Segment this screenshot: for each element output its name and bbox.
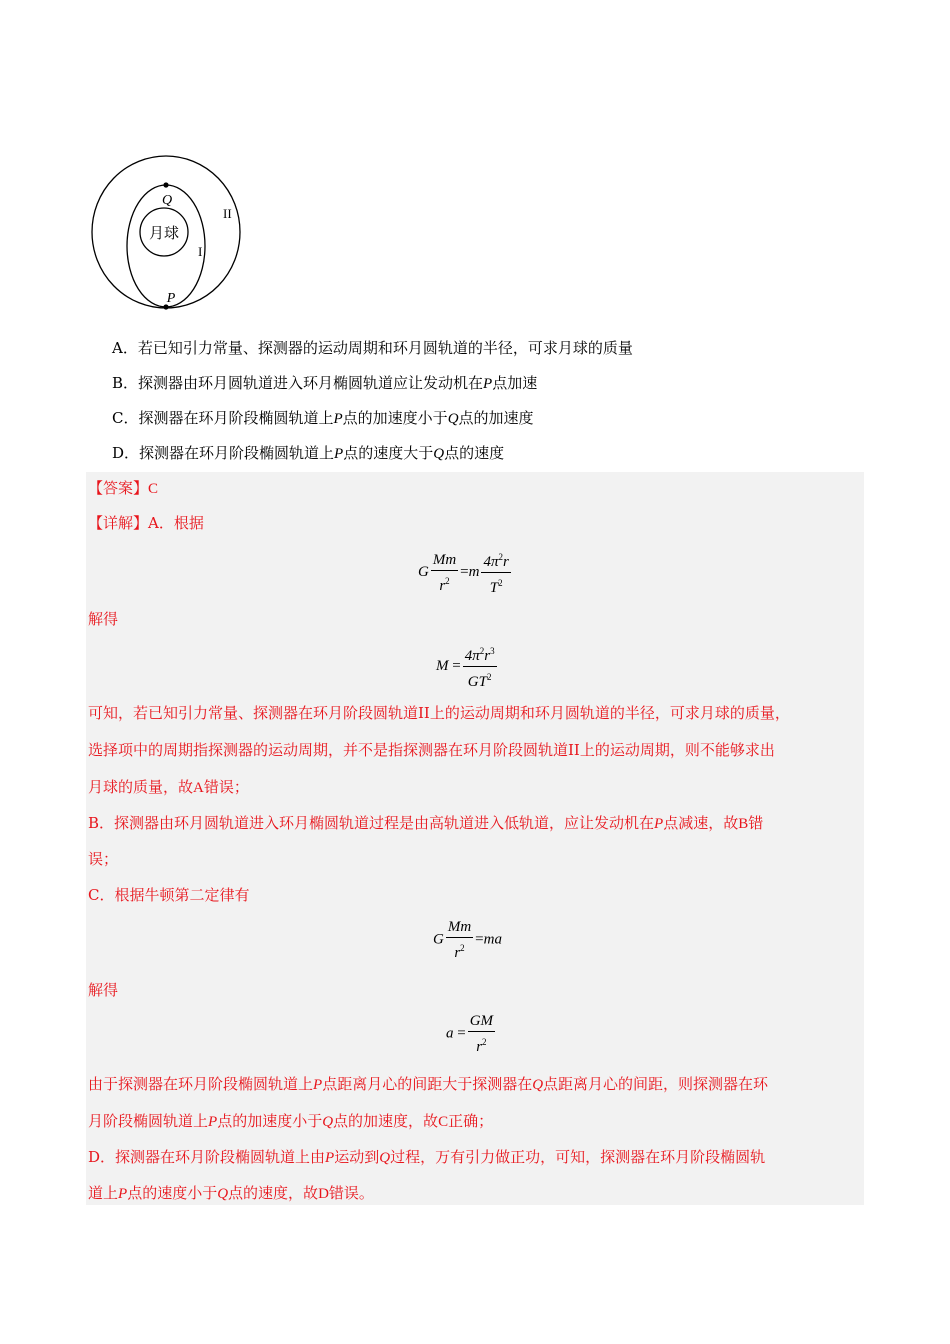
c-line1-text-1: 由于探测器在环月阶段椭圆轨道上 (88, 1075, 314, 1093)
option-a (112, 338, 633, 358)
c-line2-text-3: 点的加速度，故 (333, 1112, 439, 1130)
eq4-a: a (446, 1025, 454, 1042)
a-explain-line-3 (88, 777, 249, 798)
answer-line (88, 478, 158, 499)
answer-value: C (148, 481, 159, 497)
point-q (163, 182, 168, 187)
option-c-text-3: 点的加速度 (458, 409, 534, 427)
option-c-text-1: 探测器在环月阶段椭圆轨道上 (138, 409, 334, 427)
eq2-den: GT (467, 674, 487, 690)
c-line2-var-p: P (208, 1114, 218, 1130)
option-b-var-p: P (483, 376, 493, 392)
b-line1-text-1: B．探测器由环月圆轨道进入环月椭圆轨道过程是由高轨道进入低轨道，应让发动机在 (88, 814, 655, 832)
eq1-num-2a: 4π (483, 554, 499, 570)
option-a-text: 若已知引力常量、探测器的运动周期和环月圆轨道的半径，可求月球的质量 (137, 339, 633, 357)
option-b-text-1: 探测器由环月圆轨道进入环月椭圆轨道应让发动机在 (138, 374, 484, 392)
b-line1-text-3: 错 (748, 814, 764, 832)
d-line2-text-2: 点的速度小于 (127, 1184, 218, 1202)
eq3-g: G (433, 931, 444, 948)
b-explain-line-1 (88, 813, 763, 834)
eq2-equals: = (452, 657, 461, 674)
option-d-text-2: 点的速度大于 (343, 444, 434, 462)
eq1-num-2-exp: 2 (498, 552, 503, 562)
d-line1-text-1: D．探测器在环月阶段椭圆轨道上由 (88, 1148, 326, 1166)
c-intro-line: C．根据牛顿第二定律有 (88, 886, 250, 904)
eq3-equals: = (475, 931, 484, 948)
p-label: P (166, 291, 176, 306)
c-line2-text-4: 正确； (448, 1112, 494, 1130)
option-b-text-2: 点加速 (492, 374, 538, 392)
d-line2-text-1: 道上 (88, 1184, 119, 1202)
d-line2-text-4: 错误。 (328, 1184, 374, 1202)
d-explain-line-2 (88, 1183, 374, 1204)
solve-line-2: 解得 (88, 981, 119, 999)
eq1-den-2: T (489, 580, 499, 596)
eq3-frac (446, 918, 473, 962)
detail-label: 【详解】 (88, 514, 149, 532)
d-line1-text-3: 过程，万有引力做正功，可知，探测器在环月阶段椭圆轨 (390, 1148, 766, 1166)
d-line1-text-2: 运动到 (334, 1148, 380, 1166)
eq4-den: r (476, 1039, 483, 1055)
equation-2 (436, 642, 499, 691)
equation-4 (446, 1012, 497, 1056)
d-line2-var-q: Q (217, 1186, 229, 1202)
option-a-prefix: A． (112, 339, 138, 357)
eq1-num-1: Mm (431, 551, 458, 571)
d-line2-letter: D (318, 1186, 329, 1202)
detail-intro-line (88, 513, 204, 533)
q-label: Q (161, 193, 173, 208)
eq2-num-exp-2: 3 (490, 646, 495, 656)
option-c-var-q: Q (447, 411, 459, 427)
c-line2-letter: C (438, 1114, 449, 1130)
eq1-num-2b: r (503, 554, 509, 570)
a-line3-letter: A (193, 780, 204, 796)
a-explain-line-2: 选择项中的周期指探测器的运动周期，并不是指探测器在环月阶段圆轨道II上的运动周期，则不能够求出 (88, 741, 775, 759)
eq2-frac (463, 642, 497, 691)
eq1-den-1-exp: 2 (445, 575, 450, 586)
b-line1-var-p: P (654, 816, 664, 832)
option-d-text-3: 点的速度 (444, 444, 505, 462)
eq4-equals: = (457, 1025, 466, 1042)
eq1-den-1: r (439, 577, 446, 594)
option-d-prefix: D． (112, 444, 140, 462)
c-line2-text-2: 点的加速度小于 (217, 1112, 323, 1130)
eq1-m: m (468, 563, 480, 580)
c-line1-var-p: P (313, 1077, 323, 1093)
orbit-diagram (88, 150, 248, 316)
eq3-den-exp: 2 (460, 943, 465, 953)
detail-intro: A．根据 (148, 514, 204, 532)
d-line2-text-3: 点的速度，故 (228, 1184, 319, 1202)
eq2-num-exp-1: 2 (479, 646, 485, 656)
c-explain-line-2 (88, 1111, 493, 1132)
eq2-num-a: 4π (464, 648, 480, 664)
eq3-den: r (454, 945, 461, 961)
option-c-text-2: 点的加速度小于 (342, 409, 448, 427)
b-line1-text-2: 点减速，故 (663, 814, 739, 832)
eq4-frac (468, 1012, 495, 1056)
eq1-g: G (418, 563, 429, 580)
option-c-prefix: C． (112, 409, 139, 427)
option-c-var-p: P (333, 411, 343, 427)
eq1-den-2-exp: 2 (498, 578, 503, 588)
eq2-m: M (436, 657, 449, 674)
c-explain-line-1 (88, 1074, 768, 1095)
orbit-i-label: I (198, 244, 203, 259)
b-line1-letter: B (738, 816, 749, 832)
eq1-equals: = (460, 563, 469, 580)
c-line1-text-3: 点距离月心的间距，则探测器在环 (543, 1075, 769, 1093)
eq3-num: Mm (446, 918, 473, 938)
c-line2-text-1: 月阶段椭圆轨道上 (88, 1112, 209, 1130)
a-line3-text-1: 月球的质量，故 (88, 778, 194, 796)
option-c (112, 408, 534, 429)
orbit-diagram-svg (88, 150, 248, 316)
option-b (112, 373, 537, 394)
eq4-den-exp: 2 (482, 1037, 487, 1047)
a-explain-line-1: 可知，若已知引力常量、探测器在环月阶段圆轨道II上的运动周期和环月圆轨道的半径，可求月球的质量， (88, 704, 790, 722)
a-line3-text-2: 错误； (203, 778, 249, 796)
option-d-text-1: 探测器在环月阶段椭圆轨道上 (139, 444, 335, 462)
c-line1-text-2: 点距离月心的间距大于探测器在 (322, 1075, 533, 1093)
answer-label: 【答案】 (88, 479, 149, 497)
c-line1-var-q: Q (532, 1077, 544, 1093)
option-d-var-p: P (334, 446, 344, 462)
eq1-frac-1 (431, 551, 458, 595)
eq2-den-exp: 2 (486, 672, 492, 682)
d-explain-line-1 (88, 1147, 765, 1168)
eq3-rhs: ma (483, 931, 502, 948)
equation-3 (433, 918, 502, 962)
c-line2-var-q: Q (322, 1114, 334, 1130)
orbit-ii-label: II (223, 206, 232, 221)
equation-1 (418, 548, 513, 597)
option-b-prefix: B． (112, 374, 139, 392)
b-explain-line-2: 误； (88, 850, 119, 868)
d-line2-var-p: P (118, 1186, 128, 1202)
d-line1-var-q: Q (379, 1150, 391, 1166)
solve-line-1: 解得 (88, 610, 119, 628)
option-d-var-q: Q (433, 446, 445, 462)
d-line1-var-p: P (325, 1150, 335, 1166)
moon-label: 月球 (148, 224, 180, 242)
eq1-frac-2 (481, 548, 510, 597)
eq2-num-b: r (484, 648, 491, 664)
option-d (112, 443, 504, 464)
eq4-num: GM (468, 1012, 495, 1032)
